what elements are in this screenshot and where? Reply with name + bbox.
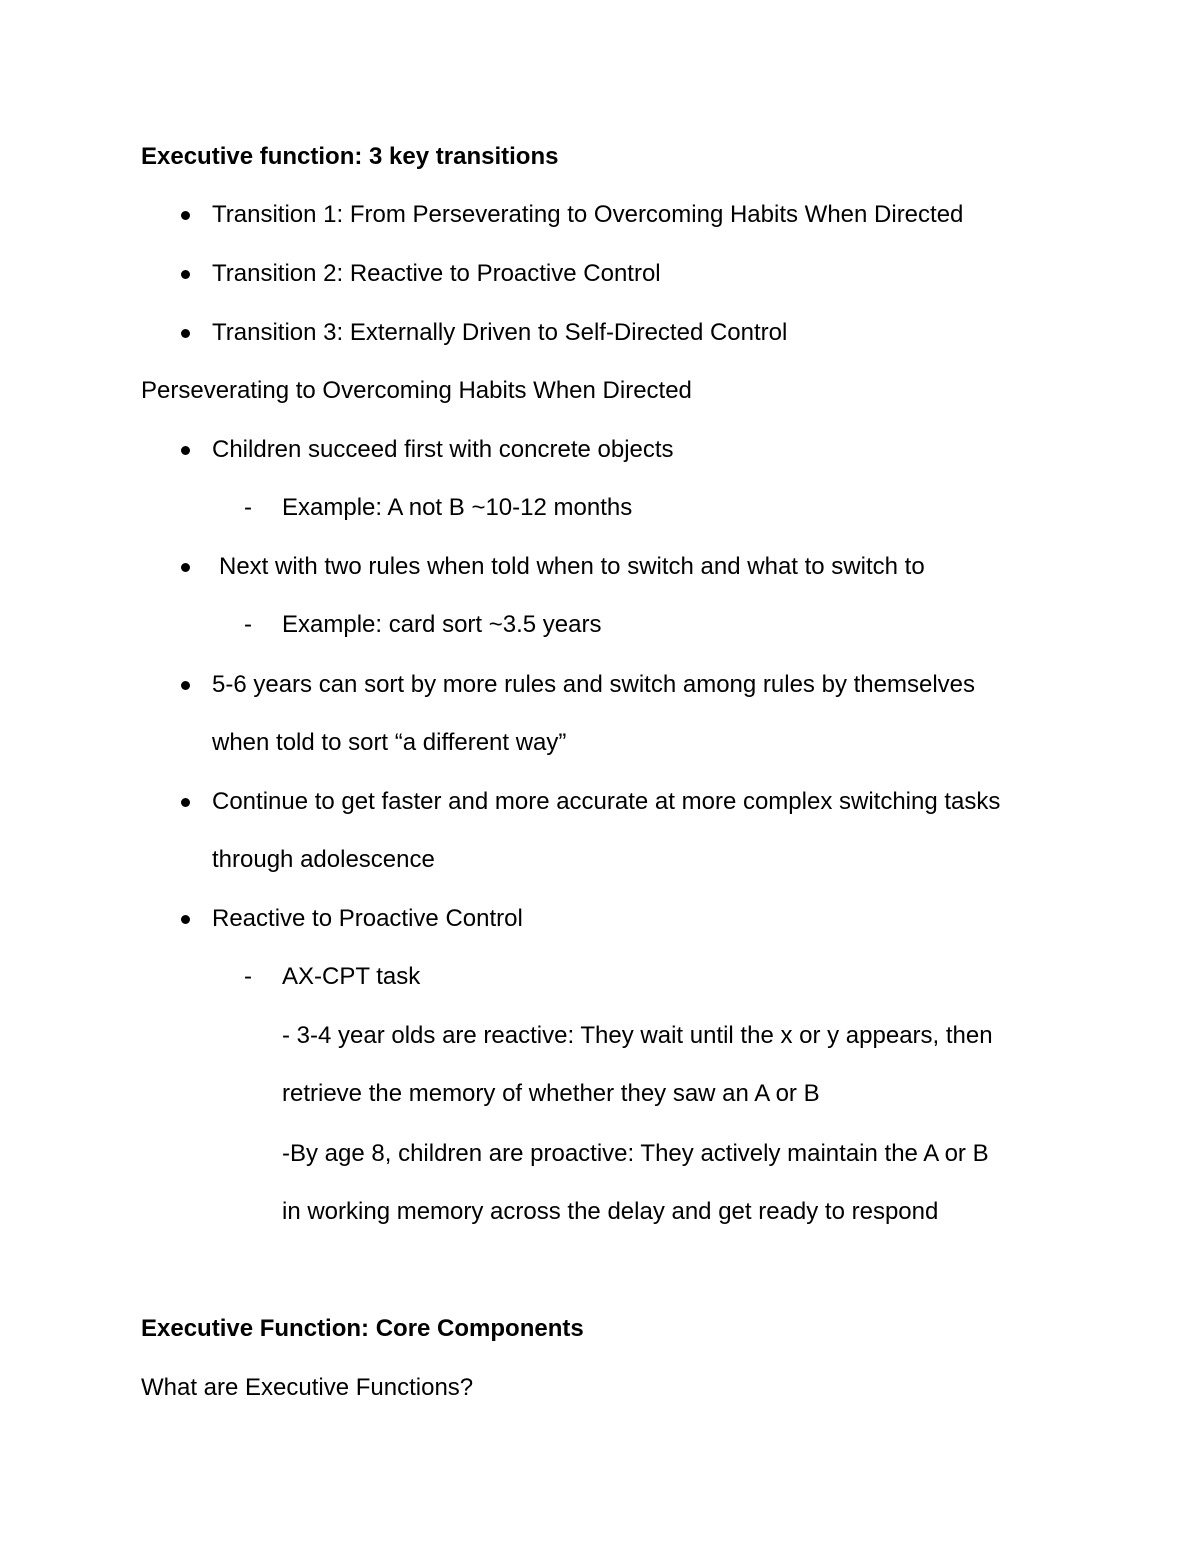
- bullet-icon: [181, 915, 190, 924]
- dash-marker: -: [244, 963, 252, 990]
- dash-marker: -: [244, 494, 252, 521]
- bullet-icon: [181, 211, 190, 220]
- bullet-icon: [181, 446, 190, 455]
- bullet-icon: [181, 270, 190, 279]
- dash-marker: -: [244, 611, 252, 638]
- bullet-icon: [181, 798, 190, 807]
- bullet-icon: [181, 329, 190, 338]
- bullet-icon: [181, 563, 190, 572]
- document-page: Executive function: 3 key transitions Transition 1: From Perseverating to Overcoming Habits When Directed Transition 2: Reactive to Proactive Control Transition 3: Externally Driven to Self-Directed Control Perseverating to Overcoming Habits When Directed Children succeed first with concrete objects - Example: A not B ~10-12 months Next with two rules when told when to switch and what to switch to - Example: card sort ~3.5 years 5-6 years can sort by more rules and switch among rules by themselves when told to sort “a different way” Continue to get faster and more accurate at more complex switching tasks through adolescence Reactive to Proactive Control - AX-CPT task - 3-4 year olds are reactive: They wait until the x or y appears, then retrieve the memory of whether they saw an A or B -By age 8, children are proactive: They actively maintain the A or B in working memory across the delay and get ready to respond Executive Function: Core Components What are Executive Functions?: [141, 143, 1001, 1401]
- bullet-icon: [181, 681, 190, 690]
